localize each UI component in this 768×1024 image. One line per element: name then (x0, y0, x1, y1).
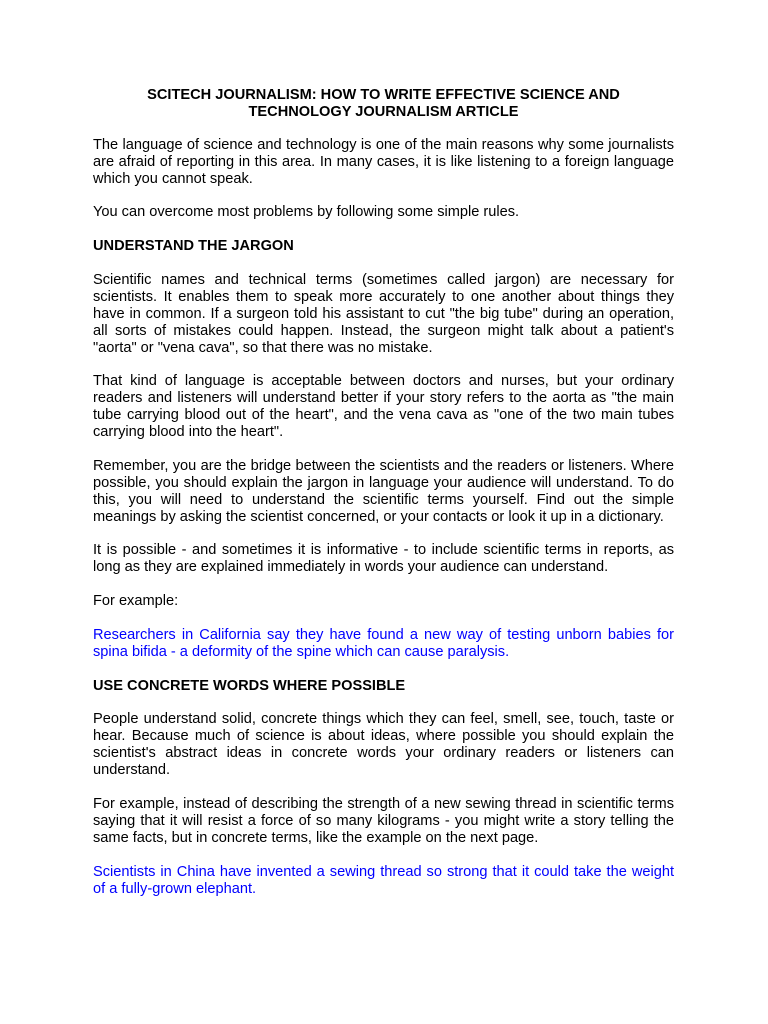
jargon-paragraph-1: Scientific names and technical terms (sometimes called jargon) are necessary for scientists. It enables them to speak more accurately to one another about things they have in common. If a surgeon told his assistant to cut "the big tube" during an operation, all sorts of mistakes could happen. Instead, the surgeon might talk about a patient's "aorta" or "vena cava", so that there was no mistake. (93, 272, 674, 356)
section-heading-jargon: UNDERSTAND THE JARGON (93, 238, 294, 255)
document-title (93, 87, 674, 121)
example-paragraph-1: Researchers in California say they have found a new way of testing unborn babies for spina bifida - a deformity of the spine which can cause paralysis. (93, 626, 674, 660)
for-example-label: For example: (93, 593, 179, 610)
intro-paragraph: The language of science and technology is one of the main reasons why some journalists are afraid of reporting in this area. In many cases, it is like listening to a foreign language which you cannot speak. (93, 136, 674, 187)
title-line-2: TECHNOLOGY JOURNALISM ARTICLE (248, 103, 519, 120)
jargon-paragraph-3: Remember, you are the bridge between the scientists and the readers or listeners. Where possible, you should explain the jargon in language your audience will understand. To do this, you will need to understand the scientific terms yourself. Find out the simple meanings by asking the scientist concerned, or your contacts or look it up in a dictionary. (93, 457, 674, 525)
title-line-1: SCITECH JOURNALISM: HOW TO WRITE EFFECTIVE SCIENCE AND (147, 87, 620, 103)
document-page (93, 87, 674, 897)
jargon-paragraph-2: That kind of language is acceptable between doctors and nurses, but your ordinary readers and listeners will understand better if your story refers to the aorta as "the main tube carrying blood out of the heart", and the vena cava as "one of the two main tubes carrying blood into the heart". (93, 373, 674, 441)
section-heading-concrete: USE CONCRETE WORDS WHERE POSSIBLE (93, 677, 406, 694)
concrete-paragraph-1: People understand solid, concrete things which they can feel, smell, see, touch, taste or hear. Because much of science is about ideas, where possible you should explain the scientist's abstract ideas in concrete words your ordinary readers or listeners can understand. (93, 711, 674, 779)
overcome-paragraph: You can overcome most problems by following some simple rules. (93, 204, 520, 221)
example-paragraph-2: Scientists in China have invented a sewing thread so strong that it could take the weight of a fully-grown elephant. (93, 863, 674, 897)
concrete-paragraph-2: For example, instead of describing the strength of a new sewing thread in scientific terms saying that it will resist a force of so many kilograms - you might write a story telling the same facts, but in concrete terms, like the example on the next page. (93, 795, 674, 846)
jargon-paragraph-4: It is possible - and sometimes it is informative - to include scientific terms in reports, as long as they are explained immediately in words your audience can understand. (93, 542, 674, 576)
